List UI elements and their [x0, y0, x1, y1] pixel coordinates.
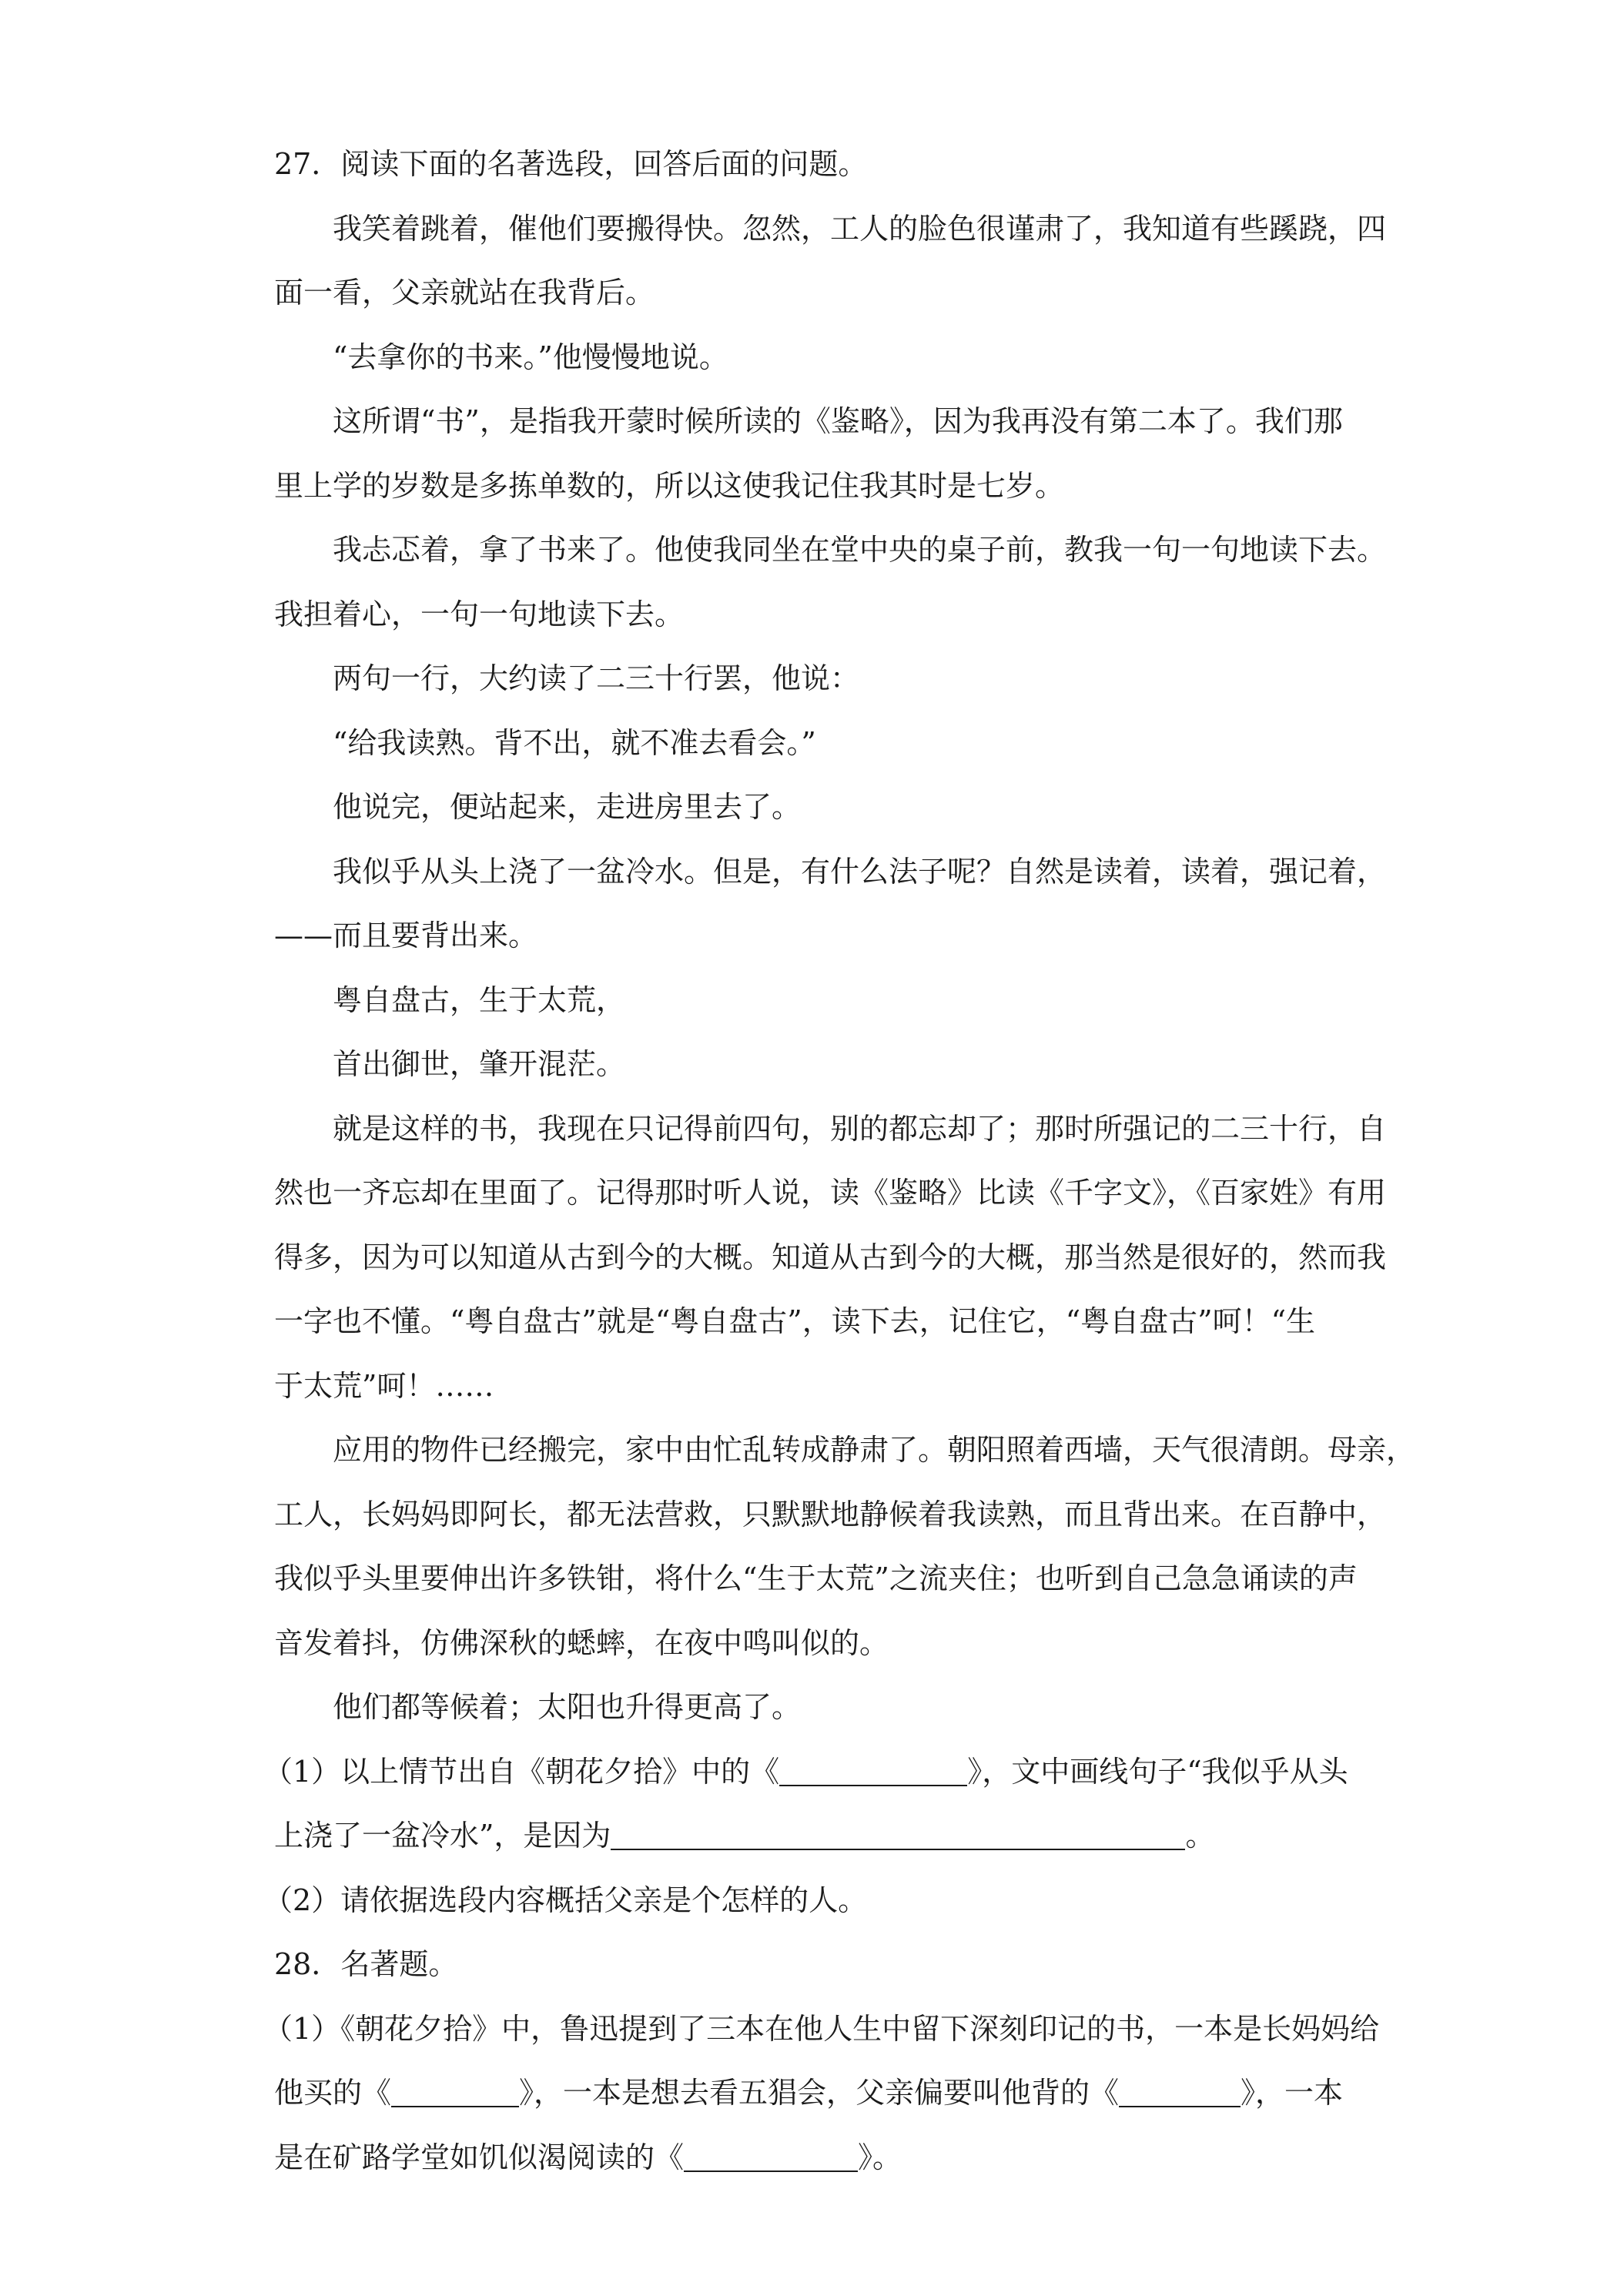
answer-blank[interactable]: [779, 1757, 967, 1786]
question-text: 是在矿路学堂如饥似渴阅读的《: [274, 2140, 685, 2174]
question-text: （1）以上情节出自《朝花夕拾》中的《: [263, 1754, 780, 1789]
passage-line: 就是这样的书，我现在只记得前四句，别的都忘却了；那时所强记的二三十行，自: [333, 1111, 1387, 1146]
passage-line: 他说完，便站起来，走进房里去了。: [333, 790, 802, 824]
poem-line: 首出御世，肇开混茫。: [333, 1047, 626, 1081]
passage-line: 一字也不懂。“粤自盘古”就是“粤自盘古”，读下去，记住它，“粤自盘古”呵！“生: [274, 1304, 1315, 1338]
question-28-sub-1-line-3: [274, 2126, 1352, 2191]
passage-line: 我似乎头里要伸出许多铁钳，将什么“生于太荒”之流夹住；也听到自己急急诵读的声: [274, 1561, 1358, 1595]
question-text: 》，文中画线句子“我似乎从头: [967, 1754, 1348, 1789]
passage-line: 工人，长妈妈即阿长，都无法营救，只默默地静候着我读熟，而且背出来。在百静中，: [274, 1497, 1387, 1531]
passage-line: 里上学的岁数是多拣单数的，所以这使我记住我其时是七岁。: [274, 468, 1065, 503]
passage-line: 我担着心，一句一句地读下去。: [274, 597, 685, 631]
passage-line: 我忐忑着，拿了书来了。他使我同坐在堂中央的桌子前，教我一句一句地读下去。: [333, 533, 1387, 567]
question-text: 他买的《: [274, 2076, 392, 2110]
answer-blank[interactable]: [684, 2143, 858, 2172]
passage-line: 他们都等候着；太阳也升得更高了。: [333, 1690, 802, 1724]
answer-blank[interactable]: [611, 1821, 1185, 1850]
passage-line: 于太荒”呵！……: [274, 1368, 494, 1403]
question-text: 上浇了一盆冷水”，是因为: [274, 1819, 611, 1853]
question-text: 》，一本: [1241, 2076, 1344, 2110]
question-28-sub-1-line-2: [274, 2061, 1352, 2126]
answer-blank[interactable]: [391, 2078, 519, 2107]
answer-blank[interactable]: [1119, 2078, 1241, 2107]
poem-line: 粤自盘古，生于太荒，: [333, 982, 626, 1017]
question-28-sub-1-line-1: （1）《朝花夕拾》中，鲁迅提到了三本在他人生中留下深刻印记的书，一本是长妈妈给: [263, 2011, 1380, 2046]
passage-line: “去拿你的书来。”他慢慢地说。: [333, 340, 728, 374]
question-text: 》，一本是想去看五猖会，父亲偏要叫他背的《: [519, 2076, 1120, 2110]
document-content: [263, 132, 1416, 2190]
passage-line: 两句一行，大约读了二三十行罢，他说：: [333, 661, 860, 695]
passage-line: 面一看，父亲就站在我背后。: [274, 276, 655, 310]
passage-line: ——而且要背出来。: [274, 919, 538, 952]
passage-line: 这所谓“书”，是指我开蒙时候所读的《鉴略》，因为我再没有第二本了。我们那: [333, 404, 1343, 438]
question-text: 。: [1185, 1819, 1215, 1853]
question-27-sub-1-line-1: [263, 1740, 1352, 1805]
passage-line: 我笑着跳着，催他们要搬得快。忽然，工人的脸色很谨肃了，我知道有些蹊跷，四: [333, 211, 1387, 246]
passage-line: 应用的物件已经搬完，家中由忙乱转成静肃了。朝阳照着西墙，天气很清朗。母亲，: [333, 1433, 1416, 1467]
passage-line: 我似乎从头上浇了一盆冷水。但是，有什么法子呢？自然是读着，读着，强记着，: [333, 854, 1387, 889]
passage-line: 音发着抖，仿佛深秋的蟋蟀，在夜中鸣叫似的。: [274, 1625, 889, 1660]
question-text: 》。: [858, 2140, 902, 2174]
question-27-sub-2: （2）请依据选段内容概括父亲是个怎样的人。: [263, 1883, 868, 1917]
passage-line: 得多，因为可以知道从古到今的大概。知道从古到今的大概，那当然是很好的，然而我: [274, 1240, 1387, 1274]
passage-line: “给我读熟。背不出，就不准去看会。”: [333, 725, 816, 760]
passage-line: 然也一齐忘却在里面了。记得那时听人说，读《鉴略》比读《千字文》，《百家姓》有用: [274, 1176, 1387, 1210]
question-28-heading: 28．名著题。: [274, 1947, 458, 1981]
question-27-heading: 27．阅读下面的名著选段，回答后面的问题。: [274, 147, 868, 181]
question-27-sub-1-line-2: [274, 1804, 1352, 1869]
